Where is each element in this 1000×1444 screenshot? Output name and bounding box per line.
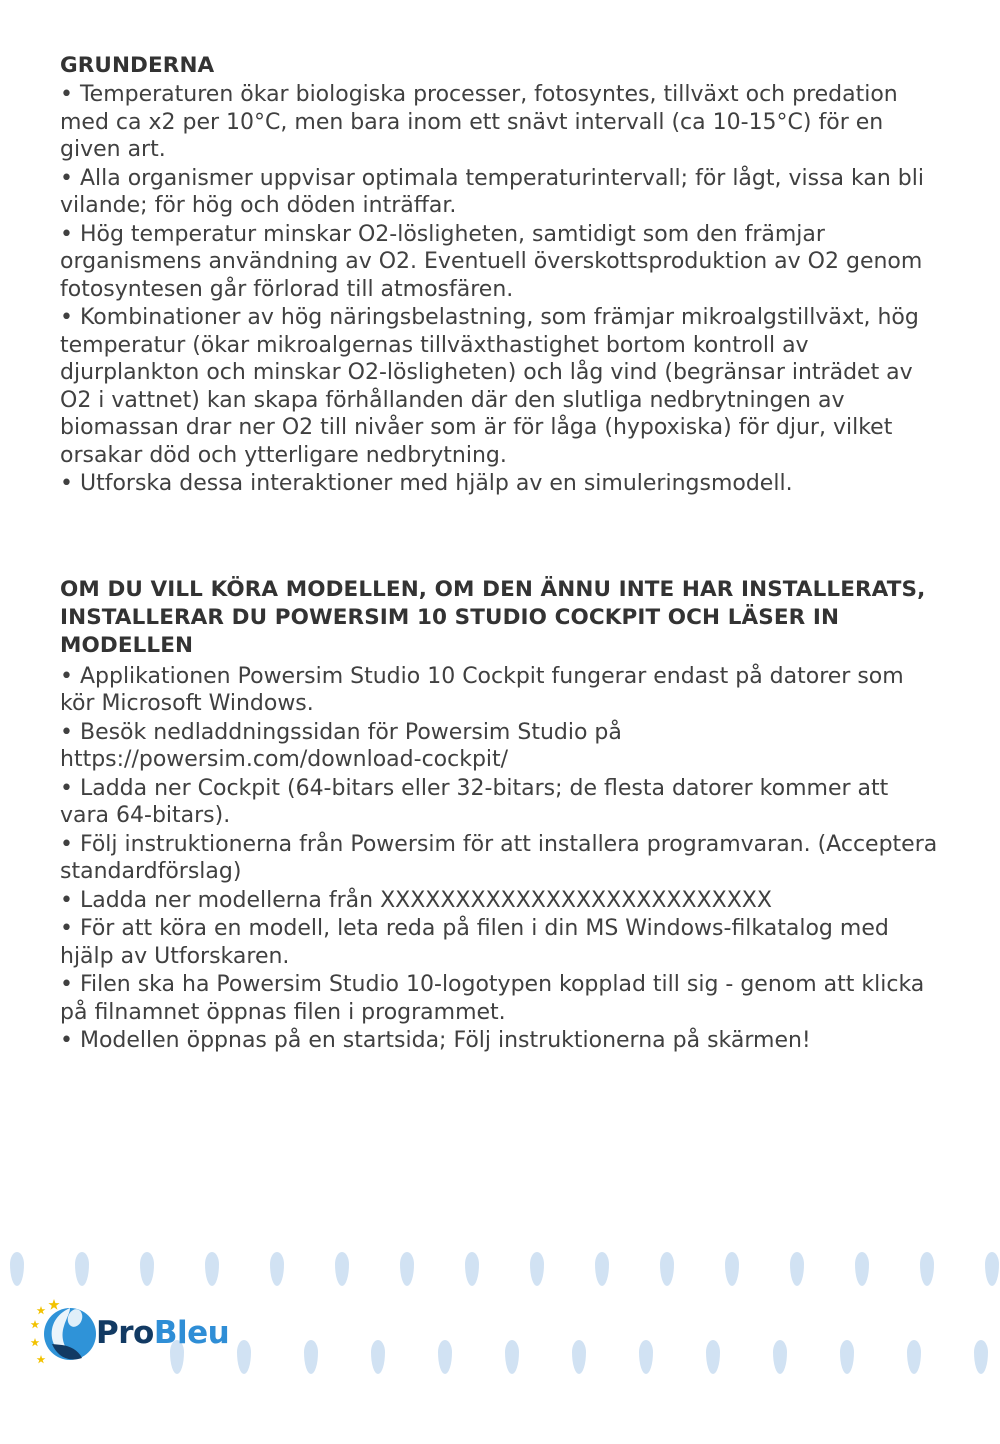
droplet-icon <box>530 1252 544 1286</box>
document-content <box>60 52 944 1055</box>
bullet-item: • Filen ska ha Powersim Studio 10-logotypen kopplad till sig - genom att klicka på filnamnet öppnas filen i programmet. <box>60 972 925 1025</box>
bullet-item: • Ladda ner Cockpit (64-bitars eller 32-bitars; de flesta datorer kommer att vara 64-bitars). <box>60 775 889 828</box>
bullet-item: • För att köra en modell, leta reda på filen i din MS Windows-filkatalog med hjälp av Utforskaren. <box>60 916 889 969</box>
droplet-icon <box>371 1340 385 1374</box>
page-footer <box>0 1244 1000 1444</box>
bullet-item: • Följ instruktionerna från Powersim för att installera programvaran. (Acceptera standardförslag) <box>60 831 938 884</box>
logo-text-bleu: Bleu <box>153 1315 230 1351</box>
section-installation <box>60 576 944 1055</box>
droplet-icon <box>270 1252 284 1286</box>
droplet-icon <box>840 1340 854 1374</box>
droplet-icon <box>595 1252 609 1286</box>
section-spacer <box>60 498 944 576</box>
bullet-item: • Besök nedladdningssidan för Powersim Studio på https://powersim.com/download-cockpit/ <box>60 719 622 772</box>
bullet-item: • Utforska dessa interaktioner med hjälp av en simuleringsmodell. <box>60 471 793 496</box>
droplet-icon <box>920 1252 934 1286</box>
section-heading-grunderna: GRUNDERNA <box>60 53 215 78</box>
bullet-item: • Kombinationer av hög näringsbelastning, som främjar mikroalgstillväxt, hög temperatur (ökar mikroalgernas tillväxthastighet bortom kontroll av djurplankton och minskar O2-lösligheten) och låg vind (begränsar inträdet av O2 i vattnet) kan skapa förhållanden där den slutliga nedbrytningen av biomassan drar ner O2 till nivåer som är för låga (hypoxiska) för djur, vilket orsakar död och ytterligare nedbrytning. <box>60 305 919 468</box>
bullet-item: • Hög temperatur minskar O2-lösligheten, samtidigt som den främjar organismens användning av O2. Eventuell överskottsproduktion av O2 genom fotosyntesen går förlorad till atmosfären. <box>60 221 923 302</box>
droplet-icon <box>706 1340 720 1374</box>
droplet-icon <box>75 1252 89 1286</box>
section-grunderna <box>60 52 944 498</box>
bullet-item: • Temperaturen ökar biologiska processer, fotosyntes, tillväxt och predation med ca x2 per 10°C, men bara inom ett snävt intervall (ca 10-15°C) för en given art. <box>60 82 898 162</box>
droplet-icon <box>205 1252 219 1286</box>
probleu-wave-icon <box>30 1298 96 1370</box>
droplet-icon <box>465 1252 479 1286</box>
droplet-row-top <box>0 1252 1000 1292</box>
probleu-wordmark <box>96 1316 229 1350</box>
droplet-icon <box>438 1340 452 1374</box>
droplet-icon <box>639 1340 653 1374</box>
section-heading-installation: OM DU VILL KÖRA MODELLEN, OM DEN ÄNNU INTE HAR INSTALLERATS, INSTALLERAR DU POWERSIM 10 STUDIO COCKPIT OCH LÄSER IN MODELLEN <box>60 576 926 658</box>
droplet-icon <box>790 1252 804 1286</box>
droplet-icon <box>660 1252 674 1286</box>
droplet-icon <box>855 1252 869 1286</box>
droplet-icon <box>572 1340 586 1374</box>
bullet-item: • Modellen öppnas på en startsida; Följ instruktionerna på skärmen! <box>60 1028 811 1053</box>
droplet-icon <box>335 1252 349 1286</box>
droplet-icon <box>773 1340 787 1374</box>
droplet-icon <box>10 1252 24 1286</box>
probleu-logo <box>18 1296 230 1374</box>
droplet-icon <box>725 1252 739 1286</box>
droplet-icon <box>907 1340 921 1374</box>
droplet-icon <box>304 1340 318 1374</box>
droplet-icon <box>400 1252 414 1286</box>
bullet-item: • Ladda ner modellerna från XXXXXXXXXXXXXXXXXXXXXXXXXX <box>60 887 772 913</box>
bullet-item: • Applikationen Powersim Studio 10 Cockpit fungerar endast på datorer som kör Microsoft Windows. <box>60 663 904 716</box>
logo-text-pro: Pro <box>96 1315 154 1351</box>
droplet-icon <box>505 1340 519 1374</box>
droplet-icon <box>140 1252 154 1286</box>
bullet-item: • Alla organismer uppvisar optimala temperaturintervall; för lågt, vissa kan bli vilande; för hög och döden inträffar. <box>60 165 924 218</box>
droplet-icon <box>974 1340 988 1374</box>
droplet-icon <box>237 1340 251 1374</box>
droplet-icon <box>985 1252 999 1286</box>
